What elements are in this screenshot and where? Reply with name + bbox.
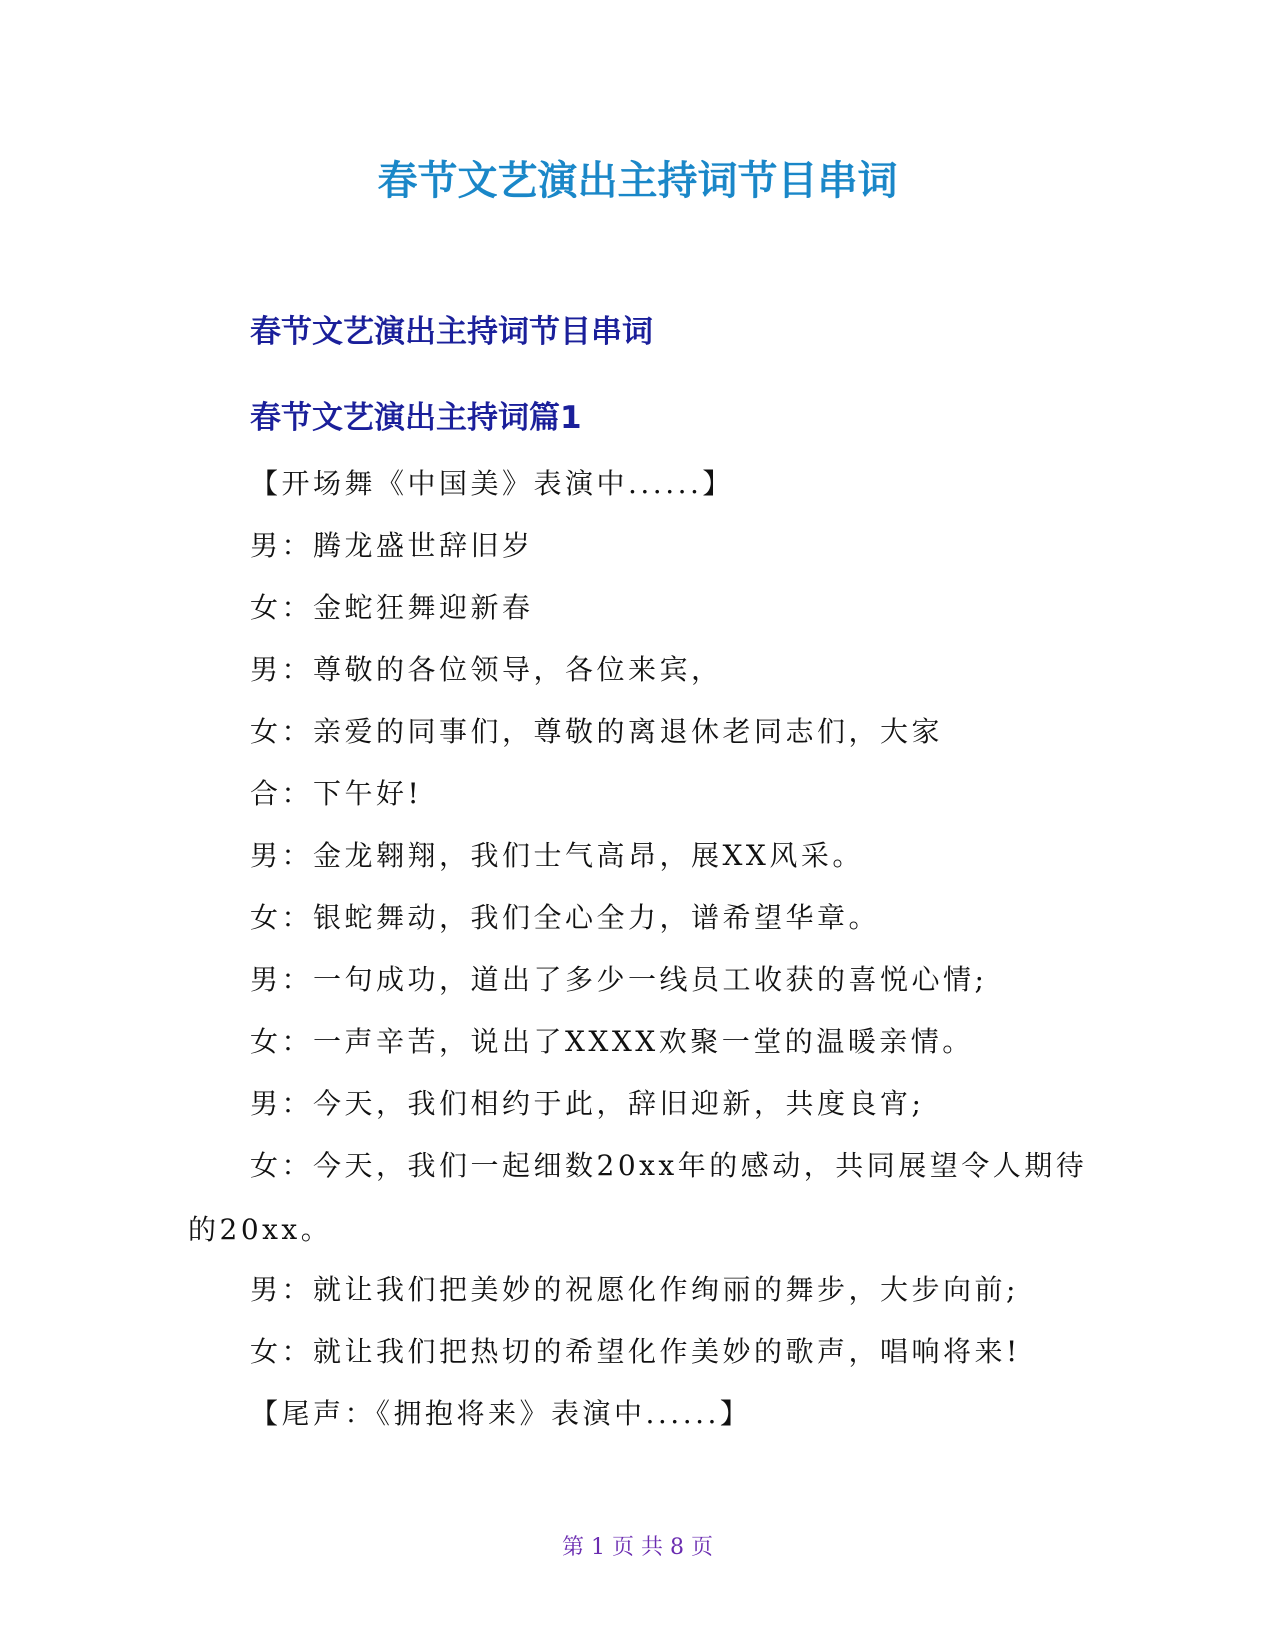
paragraph-line: 女：就让我们把热切的希望化作美妙的歌声，唱响将来! [250, 1335, 1021, 1368]
paragraph-line: 女：亲爱的同事们，尊敬的离退休老同志们，大家 [250, 715, 944, 748]
paragraph-line: 男：今天，我们相约于此，辞旧迎新，共度良宵; [250, 1087, 925, 1120]
paragraph-closing-stage: 【尾声：《拥抱将来》表演中......】 [250, 1397, 752, 1430]
paragraph-line: 男：尊敬的各位领导，各位来宾， [250, 653, 723, 686]
section-heading: 春节文艺演出主持词节目串词 [250, 314, 653, 350]
paragraph-line: 男：一句成功，道出了多少一线员工收获的喜悦心情; [250, 963, 988, 996]
subsection-heading: 春节文艺演出主持词篇1 [250, 400, 582, 436]
document-title: 春节文艺演出主持词节目串词 [377, 158, 898, 204]
paragraph-line: 男：就让我们把美妙的祝愿化作绚丽的舞步，大步向前; [250, 1273, 1019, 1306]
paragraph-line: 合：下午好! [250, 777, 423, 810]
paragraph-line: 男：金龙翱翔，我们士气高昂，展XX风采。 [250, 839, 864, 872]
paragraph-line-wrapped: 女：今天，我们一起细数20xx年的感动，共同展望令人期待的20xx。 [188, 1149, 1088, 1246]
paragraph-line: 男：腾龙盛世辞旧岁 [250, 529, 534, 562]
paragraph-opening-stage: 【开场舞《中国美》表演中......】 [250, 467, 734, 500]
paragraph-line: 女：一声辛苦，说出了XXXX欢聚一堂的温暖亲情。 [250, 1025, 974, 1058]
page-number-footer: 第 1 页 共 8 页 [562, 1535, 713, 1560]
paragraph-line: 女：银蛇舞动，我们全心全力，谱希望华章。 [250, 901, 881, 934]
paragraph-line: 女：金蛇狂舞迎新春 [250, 591, 534, 624]
